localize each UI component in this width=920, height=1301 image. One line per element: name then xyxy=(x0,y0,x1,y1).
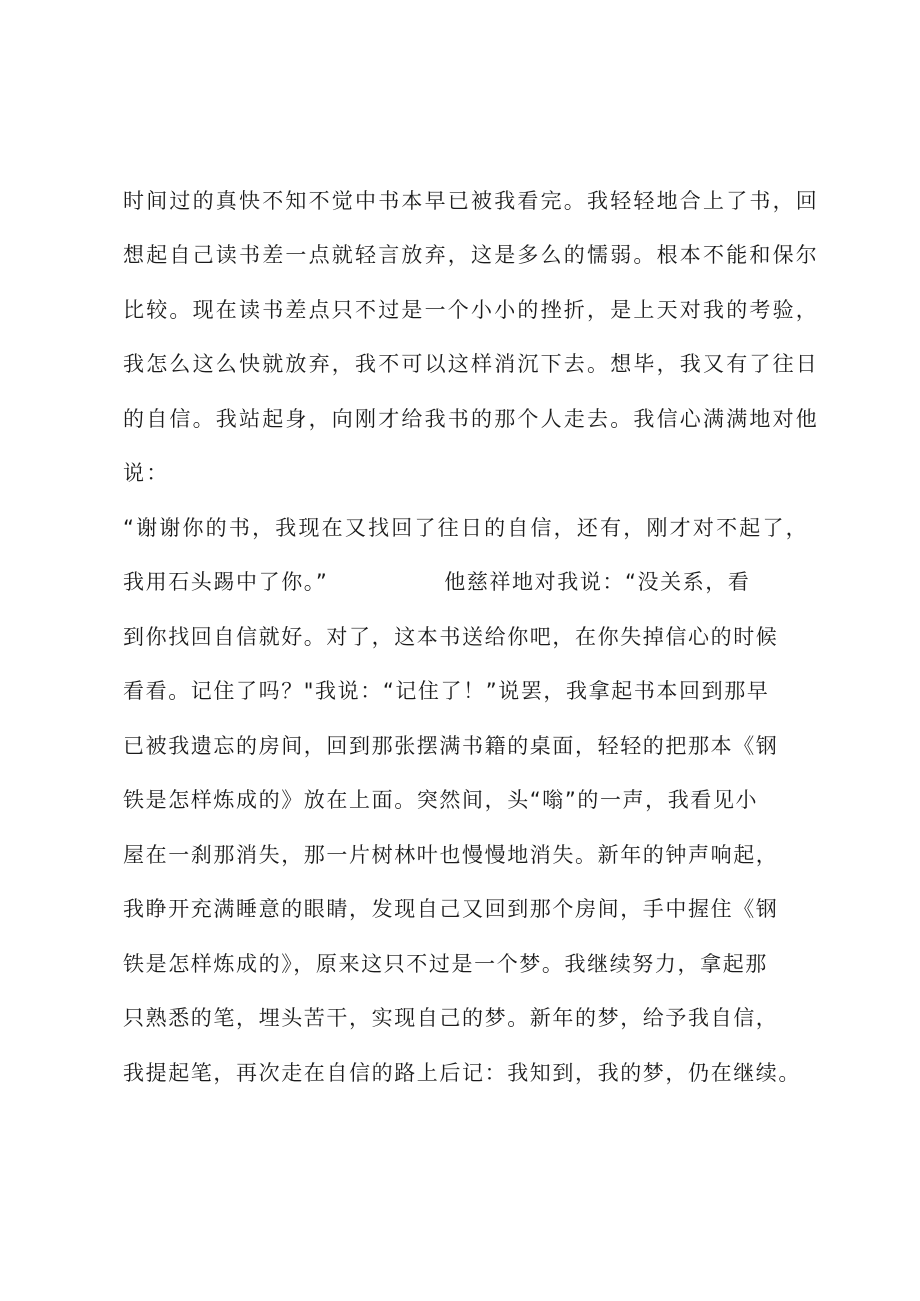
text-line: 说： xyxy=(123,461,170,485)
text-line: 铁是怎样炼成的》放在上面。突然间，头“嗡”的一声，我看见小 xyxy=(123,788,759,812)
text-line: 只熟悉的笔，埋头苦干，实现自己的梦。新年的梦，给予我自信， xyxy=(123,1006,779,1030)
text-line: 想起自己读书差一点就轻言放弃，这是多么的懦弱。根本不能和保尔 xyxy=(123,243,819,267)
text-line: 的自信。我站起身，向刚才给我书的那个人走去。我信心满满地对他 xyxy=(123,407,819,431)
text-line: 看看。记住了吗？"我说：“记住了！”说罢，我拿起书本回到那早 xyxy=(123,679,770,703)
text-line: 我怎么这么快就放弃，我不可以这样消沉下去。想毕，我又有了往日 xyxy=(123,352,819,376)
text-line: 我用石头踢中了你。” 他慈祥地对我说：“没关系，看 xyxy=(123,570,751,594)
text-line: 我提起笔，再次走在自信的路上后记：我知到，我的梦，仍在继续。 xyxy=(123,1061,801,1085)
text-line: 时间过的真快不知不觉中书本早已被我看完。我轻轻地合上了书，回 xyxy=(123,189,819,213)
text-line: 我睁开充满睡意的眼睛，发现自己又回到那个房间，手中握住《钢 xyxy=(123,897,779,921)
text-line: 比较。现在读书差点只不过是一个小小的挫折，是上天对我的考验， xyxy=(123,298,819,322)
text-line: 屋在一刹那消失，那一片树林叶也慢慢地消失。新年的钟声响起， xyxy=(123,843,779,867)
text-line: “谢谢你的书，我现在又找回了往日的自信，还有，刚才对不起了， xyxy=(123,516,809,540)
text-line: 铁是怎样炼成的》，原来这只不过是一个梦。我继续努力，拿起那 xyxy=(123,952,768,976)
text-line: 已被我遗忘的房间，回到那张摆满书籍的桌面，轻轻的把那本《钢 xyxy=(123,734,779,758)
text-line: 到你找回自信就好。对了，这本书送给你吧，在你失掉信心的时候 xyxy=(123,625,779,649)
